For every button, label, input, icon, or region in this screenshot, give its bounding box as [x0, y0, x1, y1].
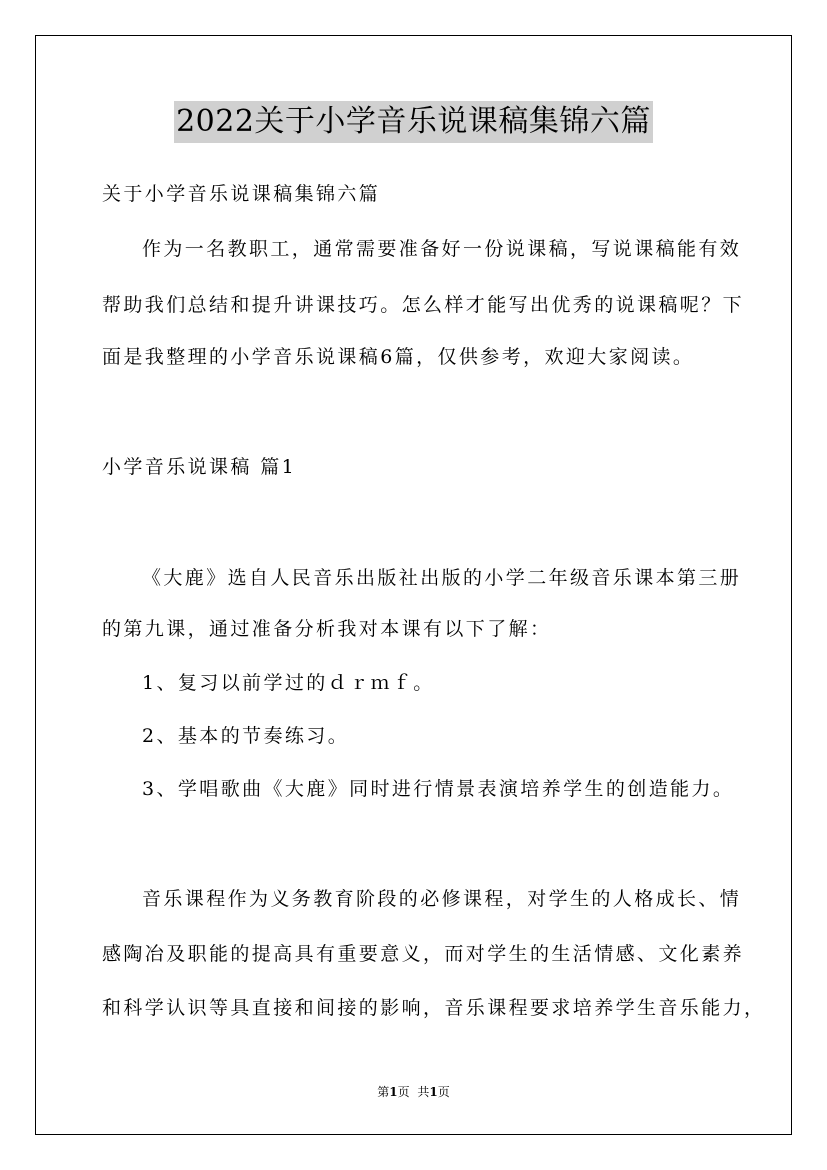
list-item-2: 2、基本的节奏练习。 — [142, 725, 350, 747]
intro-line-3: 面是我整理的小学音乐说课稿6篇，仅供参考，欢迎大家阅读。 — [102, 346, 695, 368]
subtitle: 关于小学音乐说课稿集锦六篇 — [102, 183, 381, 205]
list-item-1: 1、复习以前学过的ｄｒｍｆ。 — [142, 672, 435, 694]
intro-line-1: 作为一名教职工，通常需要准备好一份说课稿，写说课稿能有效 — [142, 238, 742, 260]
para2-line-3: 和科学认识等具直接和间接的影响，音乐课程要求培养学生音乐能力， — [102, 997, 766, 1019]
document-title: 2022关于小学音乐说课稿集锦六篇 — [174, 101, 653, 143]
page-footer — [0, 1084, 827, 1100]
para2-line-2: 感陶冶及职能的提高具有重要意义，而对学生的生活情感、文化素养 — [102, 943, 745, 965]
section-heading: 小学音乐说课稿 篇1 — [102, 456, 297, 478]
intro-line-2: 帮助我们总结和提升讲课技巧。怎么样才能写出优秀的说课稿呢？下 — [102, 294, 745, 316]
list-item-3: 3、学唱歌曲《大鹿》同时进行情景表演培养学生的创造能力。 — [142, 778, 735, 800]
title-container — [0, 101, 827, 143]
footer-page-prefix: 第 — [377, 1085, 390, 1099]
para2-line-1: 音乐课程作为义务教育阶段的必修课程，对学生的人格成长、情 — [142, 888, 742, 910]
footer-page-suffix: 页 — [397, 1085, 410, 1099]
footer-total-suffix: 页 — [437, 1085, 450, 1099]
footer-total-number: 1 — [429, 1085, 438, 1099]
section-line-2: 的第九课，通过准备分析我对本课有以下了解： — [102, 618, 552, 640]
footer-page-number: 1 — [389, 1085, 398, 1099]
footer-total-prefix: 共 — [417, 1085, 430, 1099]
section-line-1: 《大鹿》选自人民音乐出版社出版的小学二年级音乐课本第三册 — [142, 567, 742, 589]
